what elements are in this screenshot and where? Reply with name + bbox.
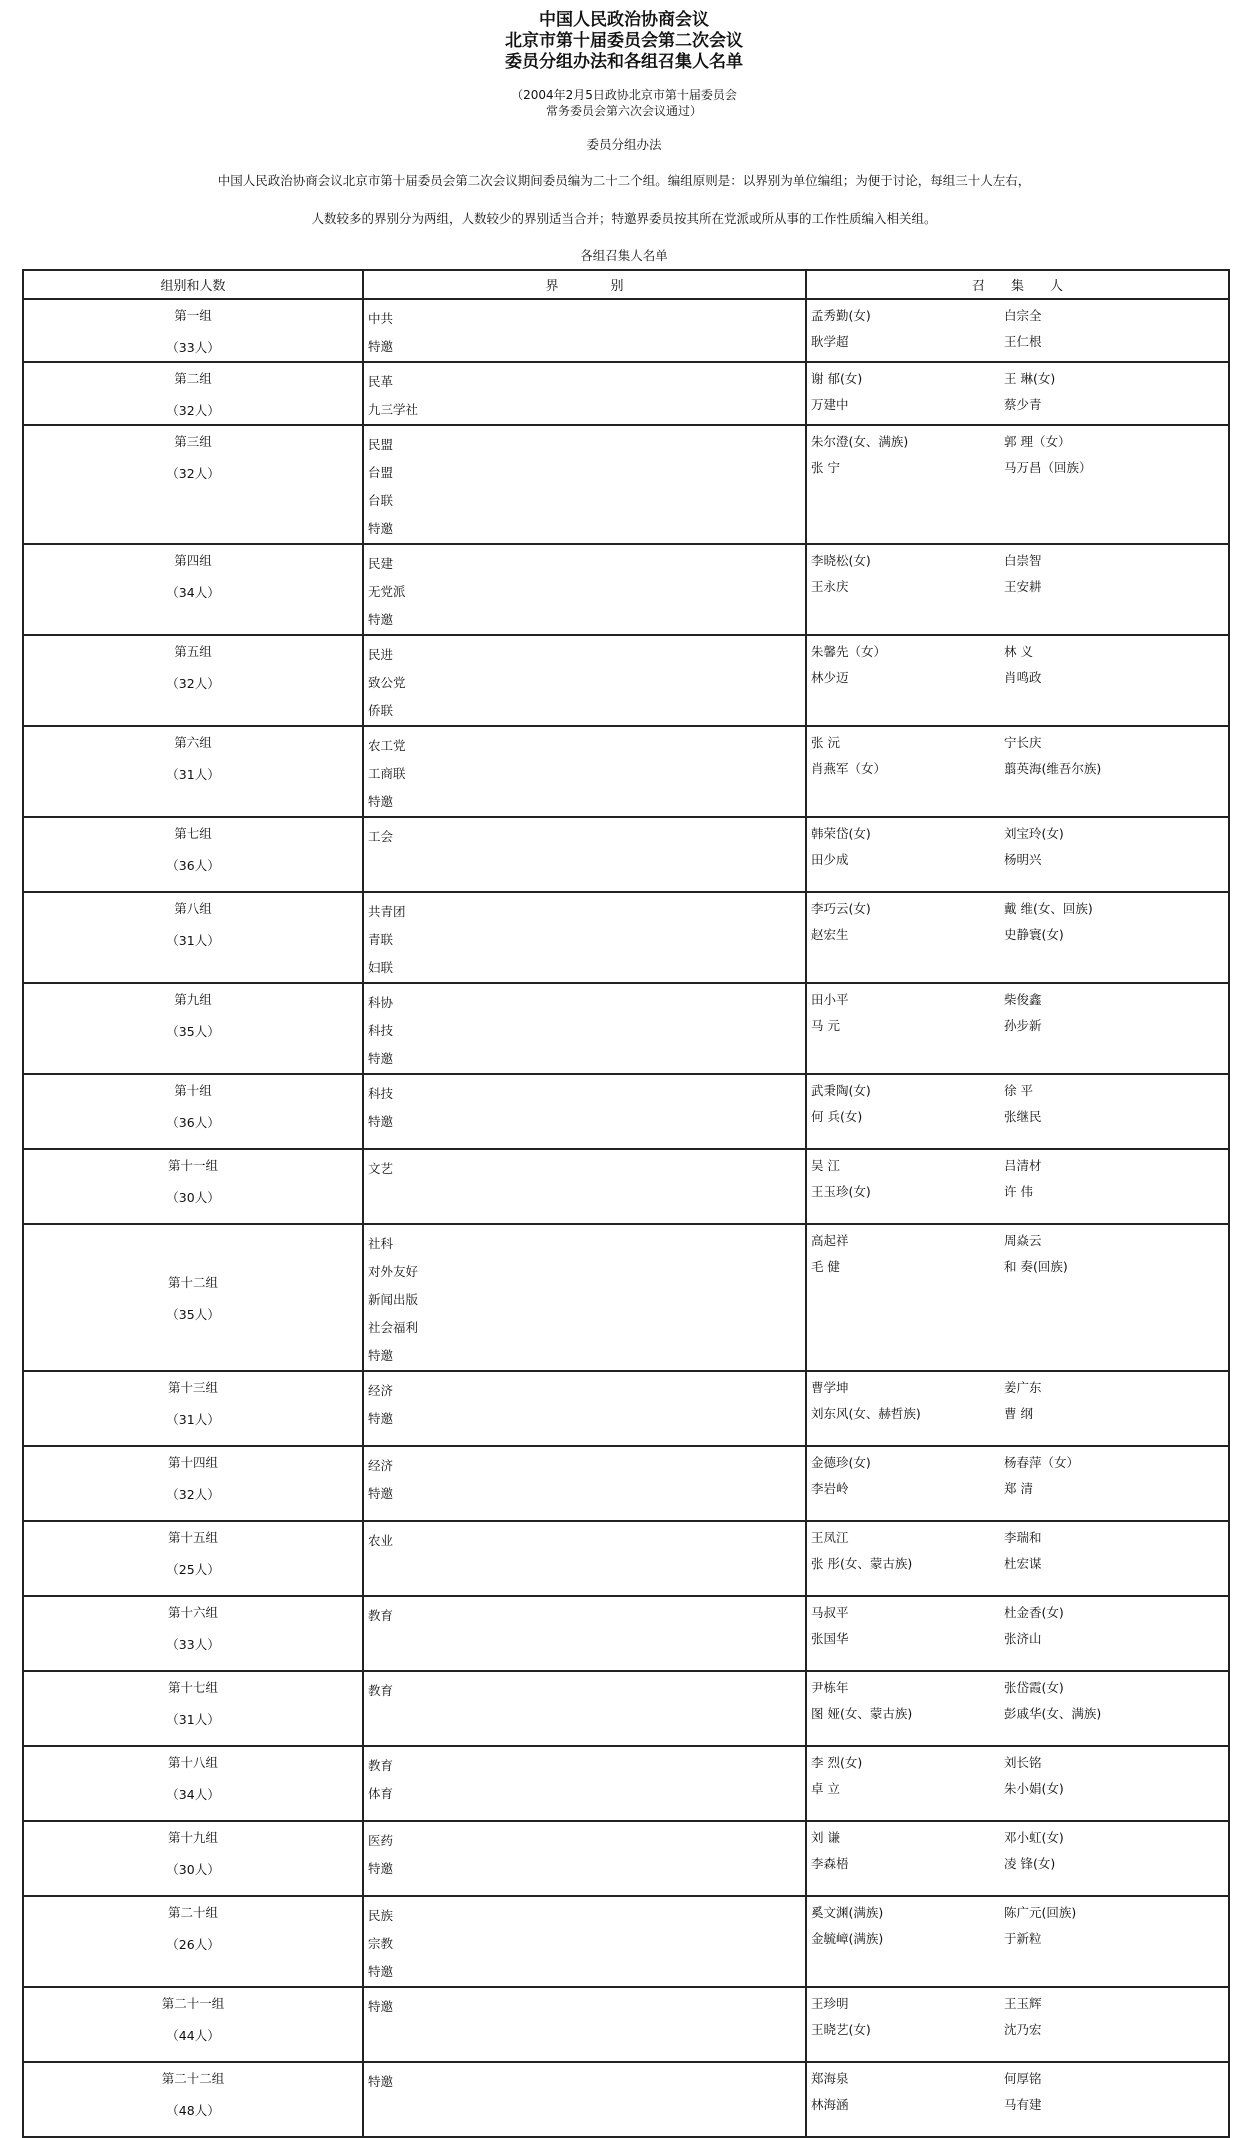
table-row (23, 892, 1229, 983)
convenor-cell (806, 1596, 1229, 1671)
category-item: 特邀 (368, 2074, 394, 2089)
convenor-name: 李晓松(女) (811, 553, 871, 568)
category-cell (363, 2062, 806, 2137)
convenor-name: 田小平 (811, 992, 849, 1007)
convenor-name: 李岩岭 (811, 1481, 849, 1496)
category-item: 社会福利 (368, 1320, 419, 1335)
group-name: 第四组 (174, 553, 212, 568)
convenor-name: 王珍明 (811, 1996, 849, 2011)
adoption-note-line-1: （2004年2月5日政协北京市第十届委员会 (511, 88, 737, 102)
convenor-name: 翦英海(维吾尔族) (1004, 761, 1102, 776)
category-item: 青联 (368, 932, 394, 947)
group-cell (23, 1521, 363, 1596)
group-count: （32人） (166, 1487, 220, 1502)
group-cell (23, 1371, 363, 1446)
convenor-name: 万建中 (811, 397, 849, 412)
convenor-name: 刘东风(女、赫哲族) (811, 1406, 921, 1421)
group-count: （34人） (166, 1787, 220, 1802)
convenor-name: 杜宏谋 (1004, 1556, 1042, 1571)
category-item: 医药 (368, 1833, 394, 1848)
category-item: 科协 (368, 995, 394, 1010)
group-name: 第八组 (174, 901, 212, 916)
category-item: 民革 (368, 374, 394, 389)
convenor-cell (806, 1987, 1229, 2062)
convenor-name: 张 沅 (811, 735, 840, 750)
category-item: 民盟 (368, 437, 394, 452)
table-row (23, 299, 1229, 362)
convenor-cell (806, 1821, 1229, 1896)
category-item: 体育 (368, 1786, 394, 1801)
convenor-name: 韩荣岱(女) (811, 826, 871, 841)
convenor-cell (806, 1746, 1229, 1821)
group-name: 第六组 (174, 735, 212, 750)
category-cell (363, 1371, 806, 1446)
group-name: 第十八组 (167, 1755, 218, 1770)
category-item: 新闻出版 (368, 1292, 419, 1307)
convenor-name: 王晓艺(女) (811, 2022, 871, 2037)
category-item: 科技 (368, 1023, 394, 1038)
category-item: 民族 (368, 1908, 394, 1923)
title-line-3: 委员分组办法和各组召集人名单 (505, 52, 743, 72)
category-item: 特邀 (368, 521, 394, 536)
group-name: 第一组 (174, 308, 212, 323)
convenor-cell (806, 817, 1229, 892)
convenor-name: 郑 清 (1004, 1481, 1033, 1496)
category-item: 农业 (368, 1533, 394, 1548)
category-item: 经济 (368, 1458, 394, 1473)
group-count: （26人） (166, 1937, 220, 1952)
group-cell (23, 635, 363, 726)
group-cell (23, 1746, 363, 1821)
convenor-name: 肖鸣政 (1004, 670, 1042, 685)
convenor-name: 毛 健 (811, 1259, 840, 1274)
category-item: 致公党 (368, 675, 406, 690)
group-cell (23, 362, 363, 425)
convenor-name: 马叔平 (811, 1605, 849, 1620)
group-count: （30人） (166, 1190, 220, 1205)
category-cell (363, 1596, 806, 1671)
convenor-name: 王玉珍(女) (811, 1184, 871, 1199)
convenor-name: 戴 维(女、回族) (1004, 901, 1093, 916)
convenor-name: 杨明兴 (1004, 852, 1042, 867)
convenor-name: 李森梧 (811, 1856, 849, 1871)
category-cell (363, 817, 806, 892)
convenor-name: 肖燕军（女） (811, 761, 887, 776)
category-cell (363, 635, 806, 726)
convenor-cell (806, 892, 1229, 983)
category-item: 农工党 (368, 738, 406, 753)
category-item: 台盟 (368, 465, 394, 480)
convenor-name: 王凤江 (811, 1530, 849, 1545)
table-row (23, 726, 1229, 817)
category-item: 特邀 (368, 1051, 394, 1066)
convenor-cell (806, 1671, 1229, 1746)
table-row (23, 1224, 1229, 1371)
table-row (23, 1671, 1229, 1746)
group-cell (23, 1224, 363, 1371)
category-item: 对外友好 (368, 1264, 419, 1279)
convenor-name: 林少迈 (811, 670, 849, 685)
table-row (23, 1987, 1229, 2062)
convenor-name: 史静寰(女) (1004, 927, 1064, 942)
convenor-cell (806, 1224, 1229, 1371)
convenor-name: 张 彤(女、蒙古族) (811, 1556, 913, 1571)
convenor-name: 王永庆 (811, 579, 849, 594)
convenor-cell (806, 1074, 1229, 1149)
group-count: （32人） (166, 676, 220, 691)
table-row (23, 1074, 1229, 1149)
group-count: （33人） (166, 340, 220, 355)
category-item: 特邀 (368, 339, 394, 354)
convenor-name: 彭戚华(女、满族) (1004, 1706, 1102, 1721)
group-cell (23, 1987, 363, 2062)
group-cell (23, 726, 363, 817)
convenor-name: 许 伟 (1004, 1184, 1033, 1199)
category-item: 教育 (368, 1758, 394, 1773)
convenor-cell (806, 983, 1229, 1074)
convenor-cell (806, 1371, 1229, 1446)
intro-line-1: 中国人民政治协商会议北京市第十届委员会第二次会议期间委员编为二十二个组。编组原则是：以界别为单位编组；为便于讨论，每组三十人左右， (217, 173, 1031, 188)
convenor-cell (806, 726, 1229, 817)
category-cell (363, 1521, 806, 1596)
group-cell (23, 1821, 363, 1896)
group-cell (23, 1149, 363, 1224)
group-count: （48人） (166, 2103, 220, 2118)
convenor-name: 李 烈(女) (811, 1755, 863, 1770)
group-name: 第二十组 (167, 1905, 218, 1920)
convenor-name: 张岱霞(女) (1004, 1680, 1064, 1695)
group-count: （31人） (166, 1412, 220, 1427)
group-count: （36人） (166, 1115, 220, 1130)
convenor-name: 金毓嶂(满族) (811, 1931, 884, 1946)
category-cell (363, 726, 806, 817)
group-count: （31人） (166, 767, 220, 782)
convenor-name: 陈广元(回族) (1004, 1905, 1077, 1920)
convenor-name: 郑海泉 (811, 2071, 849, 2086)
convenor-name: 张继民 (1004, 1109, 1042, 1124)
group-cell (23, 299, 363, 362)
group-name: 第七组 (174, 826, 212, 841)
group-name: 第十组 (174, 1083, 212, 1098)
convenor-name: 卓 立 (811, 1781, 840, 1796)
category-item: 教育 (368, 1608, 394, 1623)
category-cell (363, 1821, 806, 1896)
group-name: 第十五组 (167, 1530, 218, 1545)
convenor-cell (806, 1149, 1229, 1224)
convenor-name: 马 元 (811, 1018, 840, 1033)
convenor-name: 蔡少青 (1004, 397, 1042, 412)
group-count: （36人） (166, 858, 220, 873)
convenor-name: 刘 谦 (811, 1830, 840, 1845)
convenor-name: 张济山 (1004, 1631, 1042, 1646)
group-name: 第二十二组 (161, 2071, 225, 2086)
category-item: 中共 (368, 311, 394, 326)
convenor-name: 吕清材 (1004, 1158, 1042, 1173)
group-name: 第十四组 (167, 1455, 218, 1470)
convenor-cell (806, 425, 1229, 544)
convenor-name: 杨春萍（女） (1004, 1455, 1080, 1470)
group-cell (23, 1671, 363, 1746)
convenor-name: 曹学坤 (811, 1380, 849, 1395)
group-name: 第十七组 (167, 1680, 218, 1695)
table-row (23, 1596, 1229, 1671)
category-cell (363, 299, 806, 362)
table-row (23, 817, 1229, 892)
group-name: 第二十一组 (161, 1996, 225, 2011)
convenor-name: 徐 平 (1004, 1083, 1033, 1098)
convenor-name: 凌 锋(女) (1004, 1856, 1056, 1871)
category-cell (363, 425, 806, 544)
convenor-name: 白崇智 (1004, 553, 1042, 568)
convenor-name: 林 义 (1004, 644, 1033, 659)
table-row (23, 983, 1229, 1074)
category-cell (363, 544, 806, 635)
method-title: 委员分组办法 (586, 137, 662, 152)
convenor-table (22, 269, 1230, 2138)
group-count: （32人） (166, 403, 220, 418)
category-item: 民建 (368, 556, 394, 571)
category-item: 特邀 (368, 794, 394, 809)
group-name: 第三组 (174, 434, 212, 449)
group-count: （34人） (166, 585, 220, 600)
convenor-name: 姜广东 (1004, 1380, 1042, 1395)
convenor-cell (806, 299, 1229, 362)
group-name: 第十九组 (167, 1830, 218, 1845)
group-count: （44人） (166, 2028, 220, 2043)
convenor-name: 吴 江 (811, 1158, 840, 1173)
convenor-cell (806, 2062, 1229, 2137)
group-count: （32人） (166, 466, 220, 481)
convenor-name: 谢 郁(女) (811, 371, 863, 386)
header-convenor: 召 集 人 (806, 270, 1229, 299)
table-row (23, 1521, 1229, 1596)
convenor-name: 朱馨先（女） (811, 644, 887, 659)
category-item: 民进 (368, 647, 394, 662)
convenor-name: 王仁根 (1004, 334, 1042, 349)
convenor-name: 和 奏(回族) (1004, 1259, 1068, 1274)
convenor-name: 金德珍(女) (811, 1455, 871, 1470)
table-row (23, 635, 1229, 726)
convenor-name: 郭 理（女） (1004, 434, 1071, 449)
category-cell (363, 1224, 806, 1371)
category-item: 工商联 (368, 766, 406, 781)
group-count: （31人） (166, 933, 220, 948)
convenor-name: 孟秀勤(女) (811, 308, 871, 323)
category-cell (363, 1896, 806, 1987)
convenor-name: 林海涵 (811, 2097, 849, 2112)
table-row (23, 544, 1229, 635)
group-name: 第十三组 (167, 1380, 218, 1395)
category-item: 教育 (368, 1683, 394, 1698)
convenor-name: 孙步新 (1004, 1018, 1042, 1033)
category-item: 无党派 (368, 584, 406, 599)
table-row (23, 362, 1229, 425)
header-category: 界 别 (363, 270, 806, 299)
title-line-2: 北京市第十届委员会第二次会议 (505, 31, 743, 51)
convenor-name: 奚文渊(满族) (811, 1905, 884, 1920)
group-cell (23, 2062, 363, 2137)
category-cell (363, 1671, 806, 1746)
convenor-name: 柴俊鑫 (1004, 992, 1042, 1007)
group-count: （33人） (166, 1637, 220, 1652)
convenor-cell (806, 362, 1229, 425)
group-name: 第九组 (174, 992, 212, 1007)
group-count: （25人） (166, 1562, 220, 1577)
category-cell (363, 1149, 806, 1224)
group-count: （31人） (166, 1712, 220, 1727)
convenor-name: 尹栋年 (811, 1680, 849, 1695)
category-item: 妇联 (368, 960, 394, 975)
category-item: 侨联 (368, 703, 394, 718)
group-cell (23, 1596, 363, 1671)
group-cell (23, 425, 363, 544)
category-item: 特邀 (368, 1999, 394, 2014)
group-cell (23, 1896, 363, 1987)
category-item: 特邀 (368, 1486, 394, 1501)
group-name: 第五组 (174, 644, 212, 659)
convenor-name: 张 宁 (811, 460, 840, 475)
category-cell (363, 1446, 806, 1521)
group-cell (23, 544, 363, 635)
convenor-name: 沈乃宏 (1004, 2022, 1042, 2037)
table-row (23, 1896, 1229, 1987)
adoption-note-line-2: 常务委员会第六次会议通过） (545, 104, 702, 118)
convenor-name: 曹 纲 (1004, 1406, 1033, 1421)
category-cell (363, 983, 806, 1074)
convenor-cell (806, 544, 1229, 635)
convenor-name: 王 琳(女) (1004, 371, 1056, 386)
convenor-name: 周焱云 (1004, 1233, 1042, 1248)
convenor-cell (806, 635, 1229, 726)
group-cell (23, 1074, 363, 1149)
convenor-name: 高起祥 (811, 1233, 849, 1248)
group-count: （35人） (166, 1024, 220, 1039)
convenor-name: 何 兵(女) (811, 1109, 863, 1124)
table-row (23, 2062, 1229, 2137)
category-cell (363, 1074, 806, 1149)
category-item: 特邀 (368, 612, 394, 627)
group-name: 第十六组 (167, 1605, 218, 1620)
table-row (23, 1746, 1229, 1821)
convenor-name: 李巧云(女) (811, 901, 871, 916)
convenor-name: 刘宝玲(女) (1004, 826, 1064, 841)
table-row (23, 1371, 1229, 1446)
intro-line-2: 人数较多的界别分为两组，人数较少的界别适当合并；特邀界委员按其所在党派或所从事的工作性质编入相关组。 (311, 211, 937, 226)
convenor-cell (806, 1896, 1229, 1987)
table-body (23, 299, 1229, 2137)
convenor-name: 王玉辉 (1004, 1996, 1042, 2011)
category-cell (363, 362, 806, 425)
table-row (23, 1821, 1229, 1896)
category-item: 经济 (368, 1383, 394, 1398)
group-cell (23, 817, 363, 892)
convenor-name: 邓小虹(女) (1004, 1830, 1064, 1845)
table-header-row (23, 270, 1229, 299)
category-item: 台联 (368, 493, 394, 508)
list-title: 各组召集人名单 (580, 248, 668, 263)
group-cell (23, 892, 363, 983)
category-cell (363, 892, 806, 983)
convenor-name: 田少成 (811, 852, 849, 867)
category-item: 特邀 (368, 1348, 394, 1363)
convenor-name: 杜金香(女) (1004, 1605, 1064, 1620)
category-item: 特邀 (368, 1114, 394, 1129)
convenor-name: 白宗全 (1004, 308, 1042, 323)
category-item: 社科 (368, 1236, 394, 1251)
category-item: 九三学社 (368, 402, 419, 417)
category-cell (363, 1987, 806, 2062)
category-item: 科技 (368, 1086, 394, 1101)
category-item: 共青团 (368, 904, 406, 919)
category-cell (363, 1746, 806, 1821)
header-group: 组别和人数 (23, 270, 363, 299)
convenor-name: 宁长庆 (1004, 735, 1042, 750)
convenor-name: 朱尔澄(女、满族) (811, 434, 909, 449)
title-line-1: 中国人民政治协商会议 (539, 10, 709, 30)
group-name: 第十二组 (167, 1274, 218, 1290)
category-item: 文艺 (368, 1161, 394, 1176)
convenor-cell (806, 1521, 1229, 1596)
category-item: 特邀 (368, 1964, 394, 1979)
convenor-name: 赵宏生 (811, 927, 849, 942)
convenor-name: 于新粒 (1004, 1931, 1042, 1946)
convenor-name: 张国华 (811, 1631, 849, 1646)
document-header (0, 0, 1248, 264)
convenor-name: 耿学超 (811, 334, 849, 349)
table-row (23, 1446, 1229, 1521)
table-row (23, 1149, 1229, 1224)
convenor-name: 马有建 (1004, 2097, 1042, 2112)
convenor-name: 李瑞和 (1004, 1530, 1042, 1545)
group-count: （30人） (166, 1862, 220, 1877)
category-item: 特邀 (368, 1411, 394, 1426)
group-name: 第二组 (174, 371, 212, 386)
convenor-name: 马万昌（回族） (1004, 460, 1092, 475)
convenor-name: 朱小娟(女) (1004, 1781, 1064, 1796)
convenor-name: 图 娅(女、蒙古族) (811, 1706, 913, 1721)
convenor-cell (806, 1446, 1229, 1521)
group-count: （35人） (166, 1306, 220, 1322)
convenor-name: 武秉陶(女) (811, 1083, 871, 1098)
table-row (23, 425, 1229, 544)
category-item: 特邀 (368, 1861, 394, 1876)
group-name: 第十一组 (167, 1158, 218, 1173)
convenor-name: 王安耕 (1004, 579, 1042, 594)
category-item: 工会 (368, 829, 394, 844)
convenor-name: 何厚铭 (1004, 2071, 1042, 2086)
convenor-name: 刘长铭 (1004, 1755, 1042, 1770)
group-cell (23, 983, 363, 1074)
category-item: 宗教 (368, 1936, 394, 1951)
group-cell (23, 1446, 363, 1521)
